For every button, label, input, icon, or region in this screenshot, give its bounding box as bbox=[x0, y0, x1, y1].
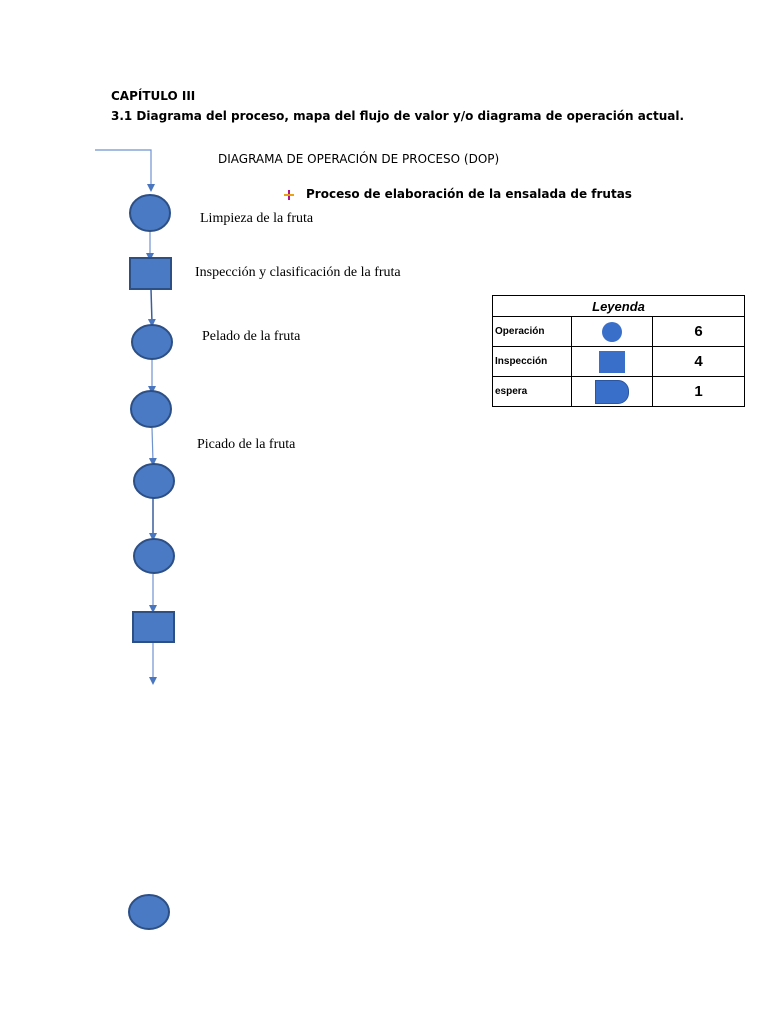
step-label-picado: Picado de la fruta bbox=[197, 437, 296, 452]
legend-table bbox=[492, 295, 745, 407]
legend-symbol bbox=[572, 377, 653, 407]
operation-node bbox=[132, 325, 172, 359]
legend-count: 4 bbox=[653, 347, 745, 377]
connector bbox=[151, 289, 152, 323]
legend-symbol bbox=[572, 347, 653, 377]
legend-label: espera bbox=[493, 377, 572, 407]
operation-circle-icon bbox=[602, 322, 622, 342]
legend-count: 6 bbox=[653, 317, 745, 347]
diagram-title: DIAGRAMA DE OPERACIÓN DE PROCESO (DOP) bbox=[218, 152, 500, 166]
step-label-inspeccion: Inspección y clasificación de la fruta bbox=[195, 265, 401, 280]
step-label-pelado: Pelado de la fruta bbox=[202, 329, 301, 344]
delay-shape-icon bbox=[595, 380, 629, 404]
diagram-subtitle: Proceso de elaboración de la ensalada de frutas bbox=[306, 187, 632, 201]
legend-symbol bbox=[572, 317, 653, 347]
connector bbox=[152, 428, 153, 462]
operation-node bbox=[130, 195, 170, 231]
legend-row bbox=[493, 347, 745, 377]
legend-row bbox=[493, 317, 745, 347]
section-heading: 3.1 Diagrama del proceso, mapa del flujo de valor y/o diagrama de operación actual. bbox=[111, 109, 685, 123]
legend-label: Inspección bbox=[493, 347, 572, 377]
operation-node bbox=[129, 895, 169, 929]
operation-node bbox=[134, 464, 174, 498]
legend-label: Operación bbox=[493, 317, 572, 347]
inspection-node bbox=[133, 612, 174, 642]
step-label-limpieza: Limpieza de la fruta bbox=[200, 211, 314, 226]
inspection-node bbox=[130, 258, 171, 289]
legend-count: 1 bbox=[653, 377, 745, 407]
legend-row bbox=[493, 377, 745, 407]
entry-connector bbox=[95, 150, 151, 188]
operation-node bbox=[131, 391, 171, 427]
chapter-heading: CAPÍTULO III bbox=[111, 89, 196, 103]
inspection-square-icon bbox=[599, 351, 625, 373]
legend-title: Leyenda bbox=[493, 296, 745, 317]
operation-node bbox=[134, 539, 174, 573]
